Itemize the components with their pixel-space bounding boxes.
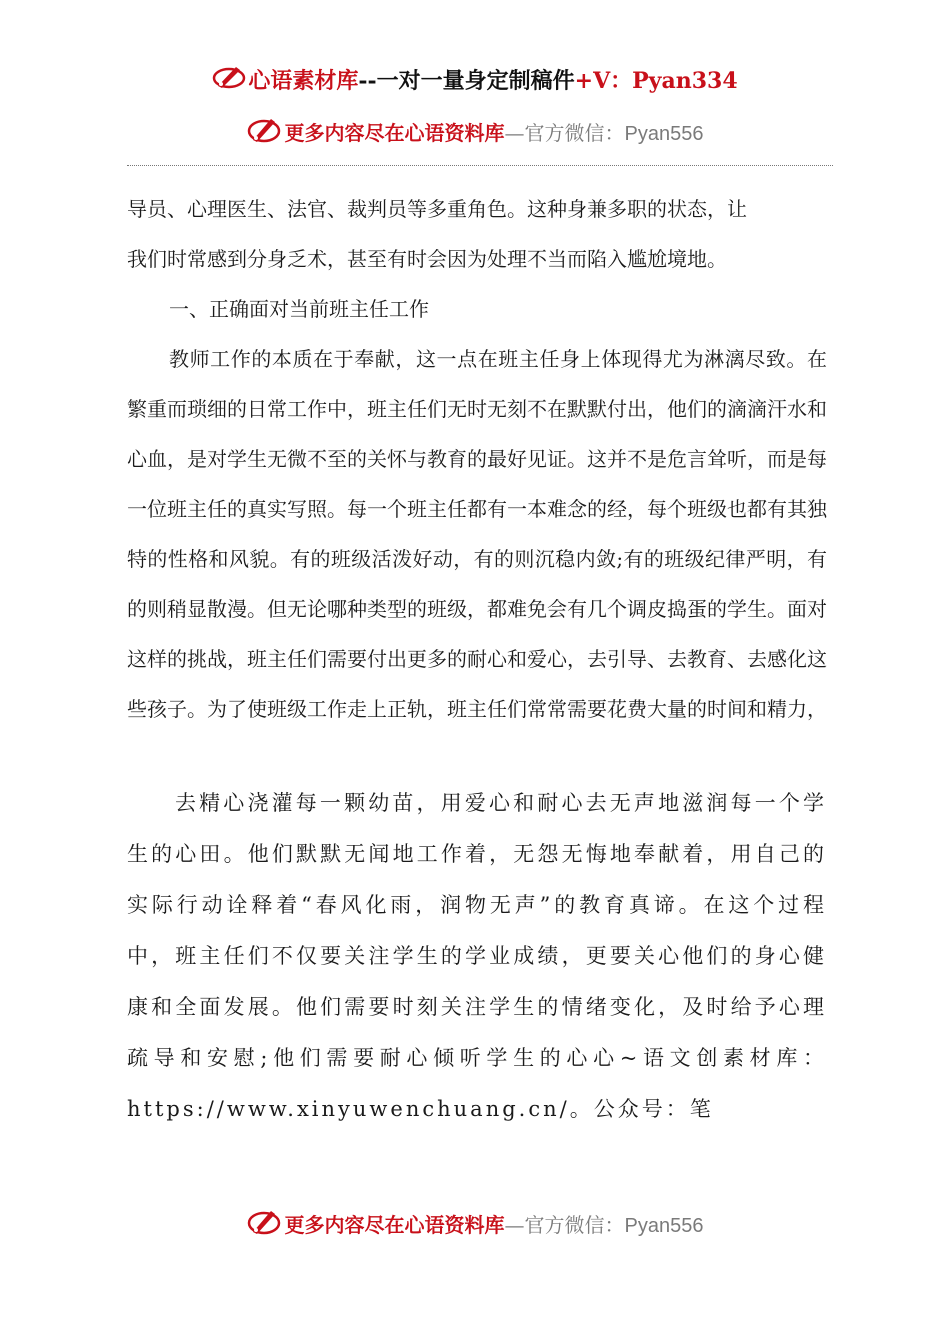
footer-official: 官方微信：	[524, 1213, 625, 1237]
header-divider	[127, 165, 833, 166]
subheader-promo	[0, 116, 950, 153]
pen-logo-icon	[247, 1208, 281, 1245]
document-body	[127, 184, 827, 734]
pen-logo-icon	[212, 64, 246, 100]
subheader-dash: —	[504, 121, 525, 145]
footer-dash: —	[504, 1213, 525, 1237]
brand-name: 心语素材库	[248, 68, 359, 94]
subheader-promo-text: 更多内容尽在心语资料库	[284, 121, 505, 145]
header-tagline: 一对一量身定制稿件	[376, 68, 575, 94]
pen-logo-icon	[247, 116, 281, 153]
section-heading: 一、正确面对当前班主任工作	[169, 297, 429, 321]
paragraph-line: 导员、心理医生、法官、裁判员等多重角色。这种身兼多职的状态，让	[127, 197, 747, 221]
paragraph: 教师工作的本质在于奉献，这一点在班主任身上体现得尤为淋漓尽致。在繁重而琐细的日常工作中，班主任们无时无刻不在默默付出，他们的滴滴汗水和心血，是对学生无微不至的关怀与教育的最好见证。这并不是危言耸听，而是每一位班主任的真实写照。每一个班主任都有一本难念的经，每个班级也都有其独特的性格和风貌。有的班级活泼好动，有的则沉稳内敛;有的班级纪律严明，有的则稍显散漫。但无论哪种类型的班级，都难免会有几个调皮捣蛋的学生。面对这样的挑战，班主任们需要付出更多的耐心和爱心，去引导、去教育、去感化这些孩子。为了使班级工作走上正轨，班主任们常常需要花费大量的时间和精力，	[127, 347, 827, 721]
header-contact: +V：Pyan334	[574, 68, 738, 94]
paragraph-line: 我们时常感到分身乏术，甚至有时会因为处理不当而陷入尴尬境地。	[127, 247, 727, 271]
header-title	[0, 64, 950, 100]
footer-promo	[0, 1208, 950, 1245]
footer-wechat: Pyan556	[624, 1215, 704, 1237]
document-body-continued	[127, 778, 827, 1135]
header-separator: --	[358, 68, 377, 94]
footer-promo-text: 更多内容尽在心语资料库	[284, 1213, 505, 1237]
paragraph: 去精心浇灌每一颗幼苗，用爱心和耐心去无声地滋润每一个学生的心田。他们默默无闻地工作着，无怨无悔地奉献着，用自己的实际行动诠释着“春风化雨，润物无声”的教育真谛。在这个过程中，班主任们不仅要关注学生的学业成绩，更要关心他们的身心健康和全面发展。他们需要时刻关注学生的情绪变化，及时给予心理疏导和安慰;他们需要耐心倾听学生的心心~语文创素材库：https://www.xinyuwenchuang.cn/。公众号：笔	[127, 791, 827, 1121]
subheader-wechat: Pyan556	[624, 123, 704, 145]
subheader-official: 官方微信：	[524, 121, 625, 145]
